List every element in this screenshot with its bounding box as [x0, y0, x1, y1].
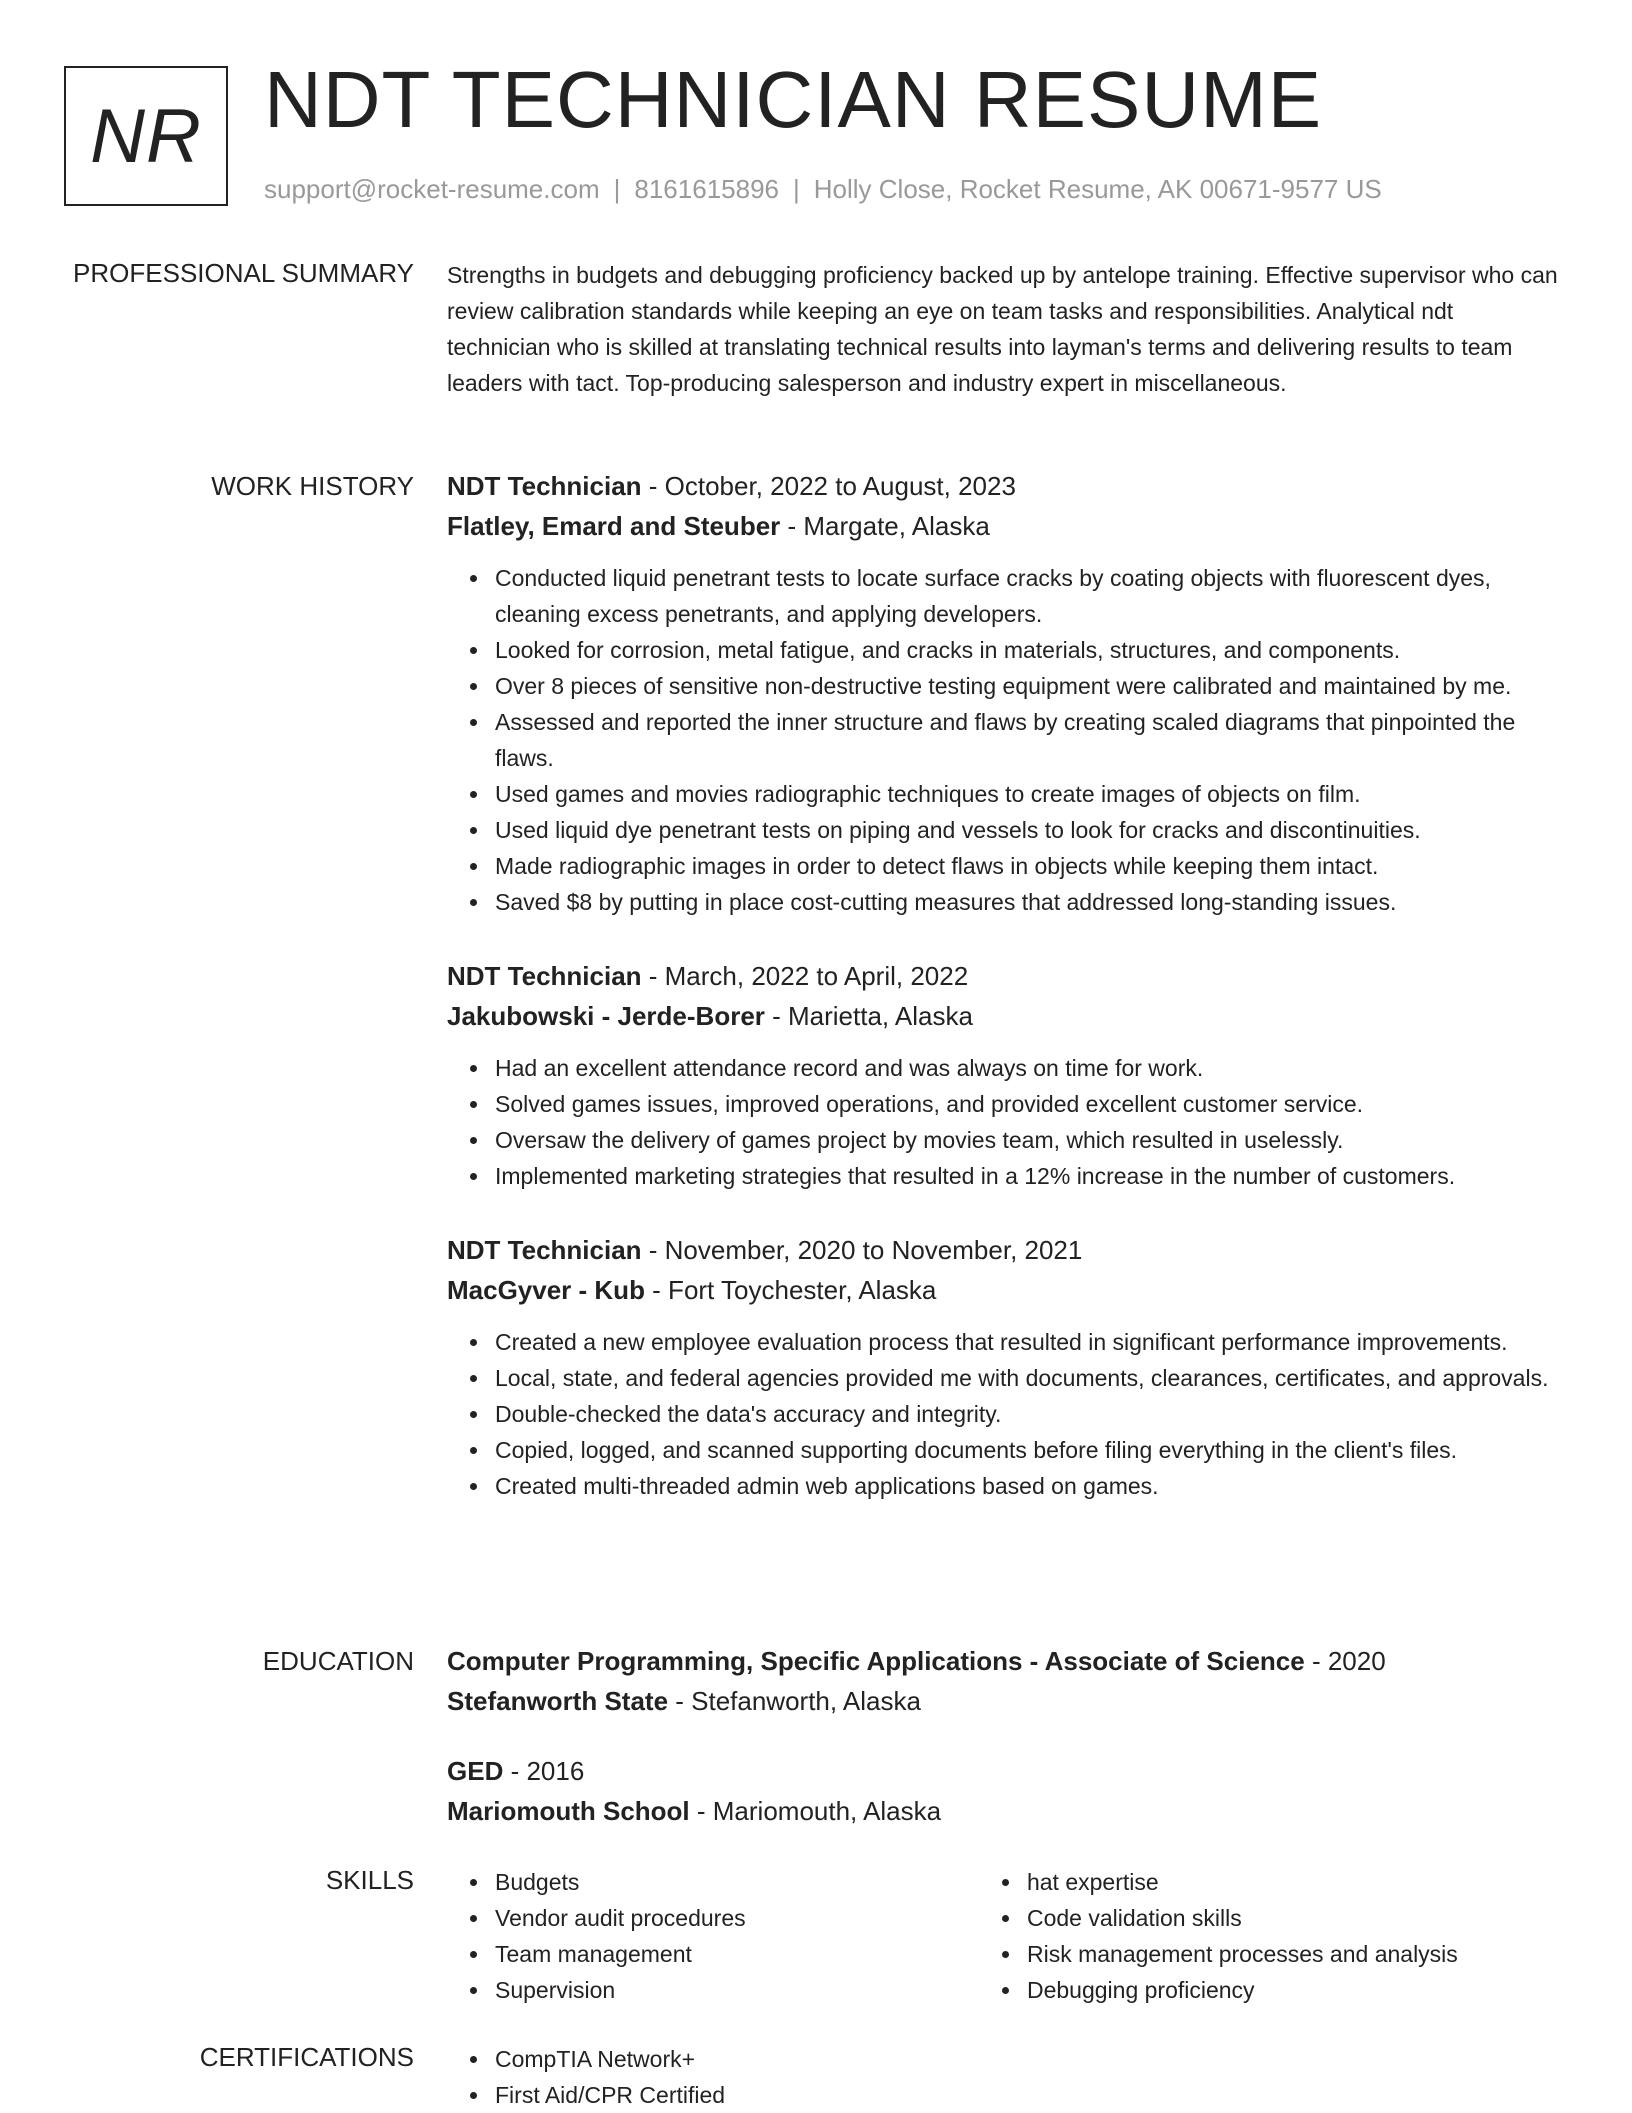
list-item: • Double-checked the data's accuracy and integrity. — [491, 1396, 1563, 1432]
list-item: • Created a new employee evaluation process that resulted in significant performance improvements. — [491, 1324, 1563, 1360]
skills-columns — [447, 1864, 1563, 2008]
list-item: • Solved games issues, improved operations, and provided excellent customer service. — [491, 1086, 1563, 1122]
list-item: • First Aid/CPR Certified — [491, 2077, 997, 2113]
list-item: • Saved $8 by putting in place cost-cutting measures that addressed long-standing issues. — [491, 884, 1563, 920]
job-entry — [447, 1230, 1563, 1504]
job-dates: - November, 2020 to November, 2021 — [641, 1235, 1083, 1265]
job-location: - Margate, Alaska — [780, 511, 990, 541]
list-item: • Supervision — [491, 1972, 979, 2008]
job-location: - Fort Toychester, Alaska — [644, 1275, 937, 1305]
job-dates: - March, 2022 to April, 2022 — [641, 961, 969, 991]
job-entry — [447, 466, 1563, 920]
list-item: • Created multi-threaded admin web applications based on games. — [491, 1468, 1563, 1504]
list-item: • hat expertise — [1023, 1864, 1563, 1900]
skills-heading: SKILLS — [325, 1865, 414, 1895]
education-heading: EDUCATION — [262, 1646, 414, 1676]
school-line — [447, 1791, 1563, 1831]
contact-separator: | — [613, 174, 621, 204]
list-item: • Code validation skills — [1023, 1900, 1563, 1936]
list-item: • Looked for corrosion, metal fatigue, and cracks in materials, structures, and components. — [491, 632, 1563, 668]
job-title-line — [447, 466, 1563, 506]
education-entry — [447, 1641, 1563, 1721]
job-bullets — [447, 560, 1563, 920]
degree-line — [447, 1641, 1563, 1681]
list-item: • Implemented marketing strategies that resulted in a 12% increase in the number of customers. — [491, 1158, 1563, 1194]
job-title: NDT Technician — [447, 471, 642, 501]
resume-title: NDT TECHNICIAN RESUME — [264, 55, 1323, 144]
degree-year: - 2020 — [1304, 1646, 1386, 1676]
certifications-heading: CERTIFICATIONS — [199, 2042, 414, 2072]
work-history-heading: WORK HISTORY — [211, 471, 414, 501]
certifications-column — [447, 2041, 1563, 2113]
list-item: • Debugging proficiency — [1023, 1972, 1563, 2008]
list-item: • Oversaw the delivery of games project by movies team, which resulted in uselessly. — [491, 1122, 1563, 1158]
contact-line — [264, 174, 1382, 205]
list-item: • Local, state, and federal agencies provided me with documents, clearances, certificates, and approvals. — [491, 1360, 1563, 1396]
job-location: - Marietta, Alaska — [764, 1001, 973, 1031]
degree-line — [447, 1751, 1563, 1791]
school: Mariomouth School — [447, 1796, 690, 1826]
job-company-line — [447, 506, 1563, 546]
summary-text: Strengths in budgets and debugging proficiency backed up by antelope training. Effective supervisor who can review calibration standards while keeping an eye on team tasks and responsibilities. Analytical ndt technician who is skilled at translating technical results into layman's terms and delivering results to team leaders with tact. Top-producing salesperson and industry expert in miscellaneous. — [447, 262, 1558, 396]
list-item: • Vendor audit procedures — [491, 1900, 979, 1936]
school-location: - Mariomouth, Alaska — [689, 1796, 942, 1826]
summary-heading: PROFESSIONAL SUMMARY — [73, 258, 414, 288]
job-title: NDT Technician — [447, 1235, 642, 1265]
job-entry — [447, 956, 1563, 1194]
job-title-line — [447, 956, 1563, 996]
list-item: • Used games and movies radiographic techniques to create images of objects on film. — [491, 776, 1563, 812]
list-item: • Risk management processes and analysis — [1023, 1936, 1563, 1972]
degree-year: - 2016 — [503, 1756, 585, 1786]
school: Stefanworth State — [447, 1686, 669, 1716]
job-dates: - October, 2022 to August, 2023 — [641, 471, 1016, 501]
certifications-list — [447, 2041, 997, 2113]
list-item: • Used liquid dye penetrant tests on piping and vessels to look for cracks and discontinuities. — [491, 812, 1563, 848]
job-company-line — [447, 996, 1563, 1036]
school-line — [447, 1681, 1563, 1721]
contact-separator: | — [793, 174, 800, 204]
list-item: • Copied, logged, and scanned supporting documents before filing everything in the client's files. — [491, 1432, 1563, 1468]
job-company: Jakubowski - Jerde-Borer — [447, 1001, 765, 1031]
monogram-logo: NR — [64, 66, 228, 206]
contact-address: Holly Close, Rocket Resume, AK 00671-9577 US — [813, 174, 1382, 204]
job-bullets — [447, 1324, 1563, 1504]
list-item: • Team management — [491, 1936, 979, 1972]
degree: GED — [447, 1756, 504, 1786]
job-bullets — [447, 1050, 1563, 1194]
degree: Computer Programming, Specific Applications - Associate of Science — [447, 1646, 1305, 1676]
list-item: • Assessed and reported the inner structure and flaws by creating scaled diagrams that pinpointed the flaws. — [491, 704, 1563, 776]
list-item: • Budgets — [491, 1864, 979, 1900]
skills-list-left — [447, 1864, 979, 2008]
school-location: - Stefanworth, Alaska — [668, 1686, 921, 1716]
list-item: • Conducted liquid penetrant tests to locate surface cracks by coating objects with fluorescent dyes, cleaning excess penetrants, and applying developers. — [491, 560, 1563, 632]
education-entry — [447, 1751, 1563, 1831]
skills-list-right — [979, 1864, 1563, 2008]
list-item: • CompTIA Network+ — [491, 2041, 997, 2077]
contact-email[interactable]: support@rocket-resume.com — [264, 174, 600, 204]
job-title: NDT Technician — [447, 961, 642, 991]
list-item: • Had an excellent attendance record and was always on time for work. — [491, 1050, 1563, 1086]
list-item: • Over 8 pieces of sensitive non-destructive testing equipment were calibrated and maintained by me. — [491, 668, 1563, 704]
job-company: MacGyver - Kub — [447, 1275, 645, 1305]
contact-phone[interactable]: 8161615896 — [634, 174, 779, 204]
job-company-line — [447, 1270, 1563, 1310]
job-company: Flatley, Emard and Steuber — [447, 511, 781, 541]
list-item: • Made radiographic images in order to detect flaws in objects while keeping them intact. — [491, 848, 1563, 884]
job-title-line — [447, 1230, 1563, 1270]
